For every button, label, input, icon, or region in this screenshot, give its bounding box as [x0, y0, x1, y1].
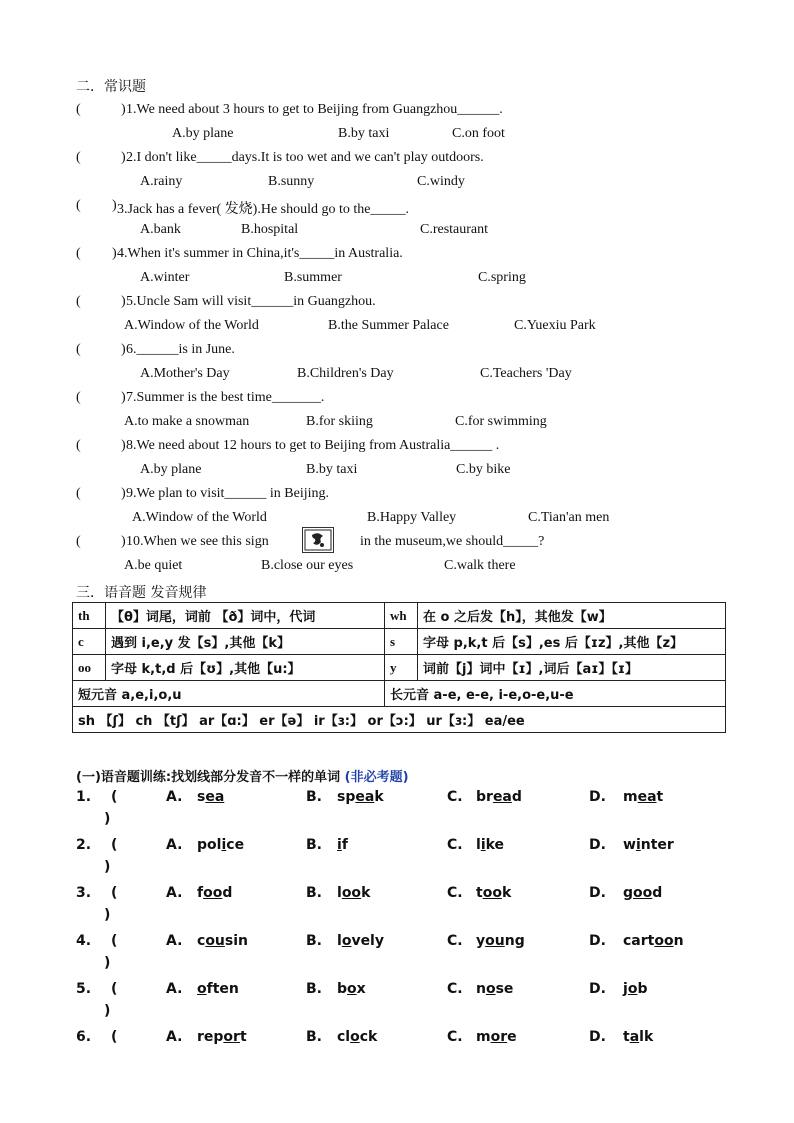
option-word: nose [476, 981, 514, 997]
option-word: like [476, 837, 505, 853]
underlined-letters: ou [485, 933, 505, 949]
training-note: (非必考题) [344, 770, 409, 785]
option-letter: A. [166, 837, 183, 853]
training-title-text: (一)语音题训练:找划线部分发音不一样的单词 [76, 770, 341, 785]
option-word: report [197, 1029, 247, 1045]
question-text: 3.Jack has a fever( 发烧).He should go to the_____. [117, 202, 409, 217]
table-row [73, 603, 726, 629]
option-letter: A. [166, 933, 183, 949]
option-letter: B. [306, 981, 322, 997]
table-cell-rule: 【θ】词尾，词前 【ð】词中，代词 [106, 603, 385, 629]
option-a: A.be quiet [124, 558, 183, 573]
underlined-letters: o [485, 981, 496, 997]
question-paren-close: ) [112, 198, 117, 213]
question-text: 2.I don't like_____days.It is too wet and we can't play outdoors. [126, 150, 484, 165]
option-word: winter [623, 837, 674, 853]
answer-paren-close: ) [104, 907, 111, 923]
option-letter: C. [447, 885, 463, 901]
question-paren-close: ) [121, 150, 126, 165]
option-a: A.rainy [140, 174, 183, 189]
option-letter: C. [447, 789, 463, 805]
question-paren-close: ) [121, 390, 126, 405]
short-vowel-cell: 短元音 a,e,i,o,u [73, 681, 385, 707]
table-cell-key: wh [385, 603, 418, 629]
question-paren-open: ( [76, 342, 81, 357]
option-a: A.to make a snowman [124, 414, 250, 429]
item-number: 4. [76, 933, 92, 949]
option-a: A.by plane [172, 126, 234, 141]
table-row [73, 655, 726, 681]
option-letter: D. [589, 789, 606, 805]
option-word: job [623, 981, 648, 997]
answer-paren-close: ) [104, 859, 111, 875]
question-paren-close: ) [112, 246, 117, 261]
underlined-letters: oo [654, 933, 674, 949]
answer-paren-close: ) [104, 955, 111, 971]
answer-paren-close: ) [104, 1003, 111, 1019]
option-word: sea [197, 789, 225, 805]
option-a: A.by plane [140, 462, 202, 477]
option-letter: A. [166, 1029, 183, 1045]
long-vowel-cell: 长元音 a-e, e-e, i-e,o-e,u-e [385, 681, 726, 707]
question-paren-close: ) [121, 534, 126, 549]
option-word: clock [337, 1029, 378, 1045]
option-c: C.Teachers 'Day [480, 366, 572, 381]
section-title: 二．常识题 [76, 79, 146, 95]
option-b: B.close our eyes [261, 558, 354, 573]
underlined-letters: o [350, 1029, 360, 1045]
item-number: 2. [76, 837, 92, 853]
option-letter: B. [306, 933, 322, 949]
option-word: speak [337, 789, 384, 805]
option-b: B.Children's Day [297, 366, 394, 381]
table-cell-key: oo [73, 655, 106, 681]
question-text: 8.We need about 12 hours to get to Beijing from Australia______ . [126, 438, 500, 453]
option-b: B.summer [284, 270, 342, 285]
underlined-letters: o [347, 981, 357, 997]
table-cell-key: th [73, 603, 106, 629]
table-cell-rule: 字母 p,k,t 后【s】,es 后【ɪz】,其他【z】 [418, 629, 726, 655]
option-word: lovely [337, 933, 384, 949]
option-letter: D. [589, 981, 606, 997]
underlined-letters: ea [355, 789, 375, 805]
item-number: 3. [76, 885, 92, 901]
question-paren-close: ) [121, 102, 126, 117]
option-a: A.winter [140, 270, 190, 285]
option-letter: B. [306, 789, 322, 805]
table-cell-rule: 字母 k,t,d 后【ʊ】,其他【u:】 [106, 655, 385, 681]
option-c: C.Yuexiu Park [514, 318, 596, 333]
answer-paren-open: ( [111, 1029, 118, 1045]
option-b: B.for skiing [306, 414, 373, 429]
option-b: B.the Summer Palace [328, 318, 449, 333]
option-word: cartoon [623, 933, 684, 949]
no-eating-sign-icon [302, 527, 334, 553]
option-b: B.sunny [268, 174, 315, 189]
question-paren-close: ) [121, 486, 126, 501]
table-row [73, 629, 726, 655]
option-letter: D. [589, 1029, 606, 1045]
underlined-letters: ou [205, 933, 225, 949]
question-text: 5.Uncle Sam will visit______in Guangzhou. [126, 294, 376, 309]
option-letter: D. [589, 885, 606, 901]
answer-paren-open: ( [111, 837, 118, 853]
underlined-letters: o [197, 981, 207, 997]
table-cell-rule: 遇到 i,e,y 发【s】,其他【k】 [106, 629, 385, 655]
question-paren-open: ( [76, 438, 81, 453]
option-word: took [476, 885, 512, 901]
underlined-letters: oo [203, 885, 223, 901]
section-title: 三．语音题 发音规律 [76, 585, 207, 601]
question-paren-close: ) [121, 342, 126, 357]
underlined-letters: o [341, 933, 352, 949]
option-letter: C. [447, 981, 463, 997]
option-a: A.Window of the World [132, 510, 267, 525]
answer-paren-open: ( [111, 981, 118, 997]
underlined-letters: i [635, 837, 641, 853]
question-paren-open: ( [76, 534, 81, 549]
option-letter: C. [447, 1029, 463, 1045]
option-word: look [337, 885, 371, 901]
training-title [76, 766, 409, 785]
option-letter: A. [166, 885, 183, 901]
option-word: if [337, 837, 348, 853]
question-paren-open: ( [76, 246, 81, 261]
option-word: more [476, 1029, 517, 1045]
underlined-letters: oo [482, 885, 502, 901]
option-c: C.windy [417, 174, 465, 189]
option-c: C.for swimming [455, 414, 547, 429]
question-paren-open: ( [76, 198, 81, 213]
option-word: cousin [197, 933, 249, 949]
answer-paren-open: ( [111, 885, 118, 901]
phonics-rules-table [72, 602, 726, 733]
option-word: food [197, 885, 233, 901]
question-paren-open: ( [76, 150, 81, 165]
table-cell-key: c [73, 629, 106, 655]
question-text: 7.Summer is the best time_______. [126, 390, 325, 405]
option-c: C.Tian'an men [528, 510, 610, 525]
answer-paren-open: ( [111, 933, 118, 949]
option-c: C.by bike [456, 462, 511, 477]
question-paren-open: ( [76, 102, 81, 117]
option-c: C.spring [478, 270, 526, 285]
item-number: 6. [76, 1029, 92, 1045]
underlined-letters: or [490, 1029, 508, 1045]
underlined-letters: i [337, 837, 342, 853]
option-letter: C. [447, 933, 463, 949]
option-letter: A. [166, 981, 183, 997]
option-word: box [337, 981, 366, 997]
underlined-letters: o [627, 981, 638, 997]
option-a: A.bank [140, 222, 181, 237]
option-letter: B. [306, 1029, 322, 1045]
question-paren-open: ( [76, 390, 81, 405]
option-c: C.walk there [444, 558, 516, 573]
question-text: 1.We need about 3 hours to get to Beijing from Guangzhou______. [126, 102, 503, 117]
question-paren-open: ( [76, 486, 81, 501]
underlined-letters: oo [341, 885, 362, 901]
question-text: 4.When it's summer in China,it's_____in Australia. [117, 246, 403, 261]
option-a: A.Window of the World [124, 318, 259, 333]
table-cell-key: y [385, 655, 418, 681]
answer-paren-close: ) [104, 811, 111, 827]
underlined-letters: ea [205, 789, 225, 805]
underlined-letters: ea [492, 789, 512, 805]
option-word: young [476, 933, 525, 949]
question-text: 6.______is in June. [126, 342, 235, 357]
option-letter: B. [306, 837, 322, 853]
question-paren-close: ) [121, 294, 126, 309]
answer-paren-open: ( [111, 789, 118, 805]
underlined-letters: or [223, 1029, 240, 1045]
option-c: C.restaurant [420, 222, 489, 237]
table-cell-key: s [385, 629, 418, 655]
digraph-cell: sh 【ʃ】 ch 【tʃ】 ar【ɑ:】 er【ə】 ir【ɜ:】 or【ɔ:】 ur【ɜ:】 ea/ee [73, 707, 726, 733]
question-text-cont: in the museum,we should_____? [360, 534, 545, 549]
item-number: 1. [76, 789, 92, 805]
underlined-letters: oo [633, 885, 653, 901]
option-letter: D. [589, 837, 606, 853]
option-word: police [197, 837, 245, 853]
option-letter: D. [589, 933, 606, 949]
option-a: A.Mother's Day [140, 366, 230, 381]
option-b: B.by taxi [306, 462, 358, 477]
option-word: talk [623, 1029, 654, 1045]
table-cell-rule: 在 o 之后发【h】，其他发【w】 [418, 603, 726, 629]
underlined-letters: ea [637, 789, 657, 805]
underlined-letters: i [480, 837, 486, 853]
question-paren-close: ) [121, 438, 126, 453]
underlined-letters: a [629, 1029, 640, 1045]
option-b: B.Happy Valley [367, 510, 457, 525]
option-b: B.by taxi [338, 126, 390, 141]
underlined-letters: i [221, 837, 227, 853]
option-word: often [197, 981, 239, 997]
option-word: meat [623, 789, 664, 805]
question-text: 9.We plan to visit______ in Beijing. [126, 486, 330, 501]
option-letter: A. [166, 789, 183, 805]
option-b: B.hospital [241, 222, 299, 237]
table-cell-rule: 词前【j】词中【ɪ】,词后【aɪ】【ɪ】 [418, 655, 726, 681]
option-c: C.on foot [452, 126, 505, 141]
table-row [73, 681, 726, 707]
item-number: 5. [76, 981, 92, 997]
option-word: good [623, 885, 663, 901]
question-text: 10.When we see this sign [126, 534, 269, 549]
table-row [73, 707, 726, 733]
option-word: bread [476, 789, 522, 805]
question-paren-open: ( [76, 294, 81, 309]
option-letter: C. [447, 837, 463, 853]
option-letter: B. [306, 885, 322, 901]
